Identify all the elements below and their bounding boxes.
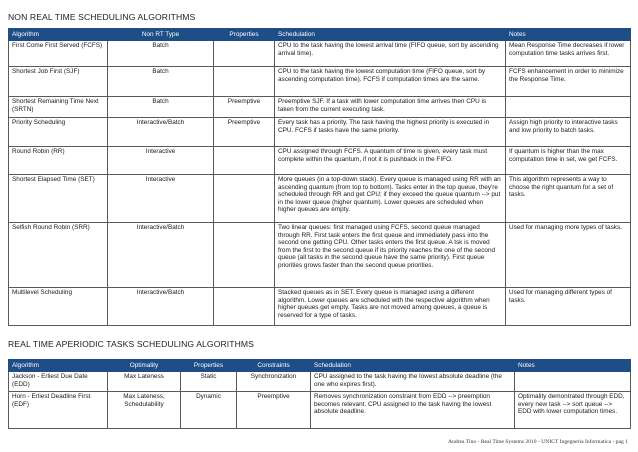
cell-schedulation: CPU assigned to the task having the lowest absolute deadline (the one who expires first). [311,372,515,392]
cell-properties [214,223,275,288]
cell-notes: Mean Response Time decreases if lower computation time tasks arrives first. [506,41,631,67]
cell-algorithm: Priority Scheduling [9,118,108,147]
real-time-aperiodic-table [8,359,631,429]
header-non-rt-type: Non RT Type [108,29,214,41]
cell-algorithm: Horn - Erliest Deadline First (EDF) [9,392,108,429]
table-row [9,67,631,97]
cell-type: Interactive/Batch [108,223,214,288]
cell-properties [214,147,275,175]
cell-notes: This algorithm represents a way to choose the right quantum for a set of tasks. [506,175,631,223]
header-algorithm: Algorithm [9,29,108,41]
cell-properties: Preemptive [214,97,275,118]
cell-type: Batch [108,41,214,67]
cell-schedulation: More queues (in a top-down stack). Every queue is managed using RR with an ascending quantum (from top to bottom). Tasks enter in the top queue, they're scheduled through RR and get CPU; if they exceed the queue quantum --> put in the lower queue (higher quantum). Lower queues are scheduled when higher queues are empty. [275,175,506,223]
cell-algorithm: Shortest Job First (SJF) [9,67,108,97]
cell-notes: Used for managing more types of tasks. [506,223,631,288]
cell-properties: Static [181,372,237,392]
header-schedulation: Schedulation [311,360,515,372]
cell-type: Batch [108,97,214,118]
cell-schedulation: CPU assigned through FCFS. A quantum of time is given, every task must complete within the quantum, if not it is pushback in the FIFO. [275,147,506,175]
table-header-row [9,360,631,372]
header-schedulation: Schedulation [275,29,506,41]
table-row [9,175,631,223]
table-row [9,41,631,67]
cell-schedulation: Every task has a priority. The task having the highest priority is executed in CPU. FCFS if tasks have the same priority. [275,118,506,147]
cell-notes: Assign high priority to interactive tasks and low priority to batch tasks. [506,118,631,147]
header-constraints: Constraints [237,360,311,372]
cell-properties: Dynamic [181,392,237,429]
cell-algorithm: Shortest Elapsed Time (SET) [9,175,108,223]
header-properties: Properties [214,29,275,41]
table-row [9,372,631,392]
cell-optimality: Max Lateness [108,372,181,392]
cell-notes: FCFS enhancement in order to minimize the Response Time. [506,67,631,97]
page-footer: Andrea Tino - Real Time Systems 2010 - UNICT Ingegneria Informatica - pag 1 [448,439,628,445]
cell-schedulation: Removes synchronization constraint from EDD --> preemption becomes relevant. CPU assigned to the task having the lowest absolute deadline. [311,392,515,429]
section-title-real-time-aperiodic: REAL TIME APERIODIC TASKS SCHEDULING ALGORITHMS [8,339,255,349]
table-row [9,147,631,175]
cell-schedulation: Two linear queues: first managed using FCFS, second queue managed through RR. First task enters the first queue and immediately pass into the second one getting CPU. Other tasks enters the first queue. A tsk is moved from the first to the second queue if its priority reaches the one of the second queue (all tasks in the second queue have the same priority). First queue priorities grows faster than the second queue priorities. [275,223,506,288]
cell-schedulation: CPU to the task having the lowest arrival time (FIFO queue, sort by ascending arrival time). [275,41,506,67]
cell-algorithm: Shortest Remaining Time Next (SRTN) [9,97,108,118]
header-properties: Properties [181,360,237,372]
table-row [9,97,631,118]
cell-algorithm: Jackson - Erliest Due Date (EDD) [9,372,108,392]
cell-type: Batch [108,67,214,97]
cell-algorithm: Round Robin (RR) [9,147,108,175]
header-algorithm: Algorithm [9,360,108,372]
table-header-row [9,29,631,41]
section-title-non-real-time: NON REAL TIME SCHEDULING ALGORITHMS [8,12,196,22]
cell-type: Interactive/Batch [108,118,214,147]
table-row [9,392,631,429]
cell-properties [214,288,275,326]
cell-optimality: Max Lateness, Schedulability [108,392,181,429]
cell-notes: Optimality demontrated through EDD, every new task --> sort queue --> EDD with lower computation times. [515,392,631,429]
cell-properties [214,67,275,97]
header-optimality: Optimality [108,360,181,372]
cell-notes [515,372,631,392]
cell-constraints: Synchronization [237,372,311,392]
non-real-time-table [8,28,631,326]
cell-properties [214,41,275,67]
cell-algorithm: Selfish Round Robin (SRR) [9,223,108,288]
cell-schedulation: Preemptive SJF. If a task with lower computation time arrives then CPU is taken from the current executing task. [275,97,506,118]
cell-type: Interactive [108,147,214,175]
table-row [9,223,631,288]
cell-properties: Preemptive [214,118,275,147]
header-notes: Notes [515,360,631,372]
cell-algorithm: First Come First Served (FCFS) [9,41,108,67]
table-row [9,288,631,326]
cell-constraints: Preemptive [237,392,311,429]
table-row [9,118,631,147]
cell-notes [506,97,631,118]
cell-schedulation: CPU to the task having the lowest computation time (FIFO queue, sort by ascending computation time). FCFS if computation times are the same. [275,67,506,97]
cell-properties [214,175,275,223]
cell-type: Interactive/Batch [108,288,214,326]
cell-algorithm: Multilevel Scheduling [9,288,108,326]
cell-notes: Used for managing different types of tasks. [506,288,631,326]
header-notes: Notes [506,29,631,41]
cell-notes: If quantum is higher than the max computation time in set, we get FCFS. [506,147,631,175]
cell-schedulation: Stacked queues as in SET. Every queue is managed using a different algorithm. Lower queues are scheduled with the respective algorithm when higher queues get empty. Tasks are not moved among queues, a queue is reserved for a type of tasks. [275,288,506,326]
cell-type: Interactive [108,175,214,223]
